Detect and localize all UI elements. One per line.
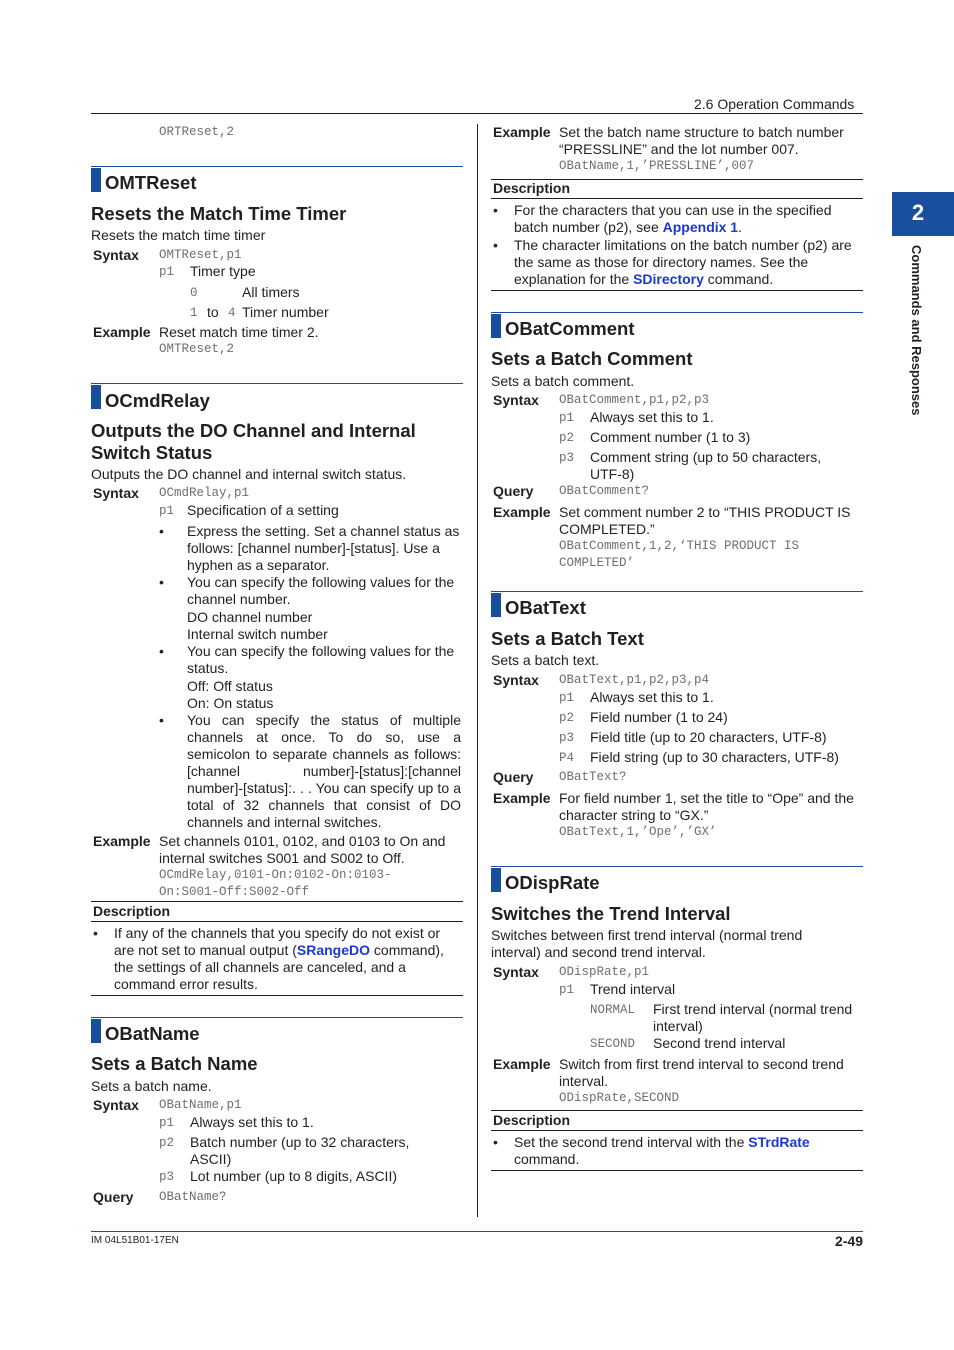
description-text: If any of the channels that you specify do not exist or are not set to manual output (SRangeDO command), the settings of all channels are canceled, and a command error results. [114,925,444,992]
link-appendix-1[interactable]: Appendix 1 [662,219,739,235]
link-sdirectory[interactable]: SDirectory [633,271,704,287]
param-desc: Always set this to 1. [190,1114,314,1130]
param-desc: Trend interval [590,981,676,997]
link-srangedo[interactable]: SRangeDO [296,942,371,958]
command-title-odisprate: Switches the Trend Interval [491,903,731,924]
command-title-obattext: Sets a Batch Text [491,628,644,649]
example-code: ODispRate,SECOND [559,1091,680,1105]
section-marker [91,385,101,409]
command-name-obatcomment: OBatComment [505,318,635,339]
example-label: Example [493,1056,551,1072]
section-rule [491,591,863,592]
syntax-code: OBatName,p1 [159,1098,242,1112]
param-code: p2 [559,431,575,445]
query-label: Query [493,483,534,499]
syntax-code: OBatComment,p1,p2,p3 [559,393,710,407]
section-marker [491,593,501,617]
page-number: 2-49 [834,1233,863,1249]
example-label: Example [493,790,551,806]
section-rule [91,1017,463,1018]
bullet-text: Express the setting. Set a channel status as follows: [channel number]-[status]. Use a hyphen as a separator. [187,523,460,573]
value-code: 0 [190,286,198,300]
param-desc: Field title (up to 20 characters, UTF-8) [590,729,827,745]
param-code: p3 [159,1170,175,1184]
description-text: Set the second trend interval with the STrdRate command. [514,1134,810,1167]
query-code: OBatName? [159,1190,227,1204]
bullet-icon: • [493,202,498,218]
syntax-label: Syntax [493,964,539,980]
command-name-obatname: OBatName [105,1023,200,1044]
example-label: Example [93,324,151,340]
example-code: OBatText,1,’Ope’,’GX’ [559,825,717,839]
param-desc: Comment string (up to 50 characters, UTF-8) [590,449,822,482]
bullet-text: You can specify the following values for the status. [187,643,455,676]
param-desc: Batch number (up to 32 characters, ASCII) [190,1134,410,1167]
param-desc: Field number (1 to 24) [590,709,728,725]
example-code: OCmdRelay,0101-On:0102-On:0103- [159,868,392,882]
value-to: to [207,304,219,320]
param-code: p2 [159,1136,175,1150]
example-text: Set comment number 2 to “THIS PRODUCT IS COMPLETED.” [559,504,851,537]
command-summary: Sets a batch text. [491,652,600,668]
section-rule [91,383,463,384]
query-code: OBatComment? [559,484,650,498]
document-id: IM 04L51B01-17EN [91,1235,179,1246]
param-desc: Always set this to 1. [590,689,714,705]
param-desc: Lot number (up to 8 digits, ASCII) [190,1168,397,1184]
command-summary: Sets a batch name. [91,1078,212,1094]
value-code: NORMAL [590,1003,636,1017]
param-code: p2 [559,711,575,725]
bullet-icon: • [493,1134,498,1150]
syntax-label: Syntax [493,392,539,408]
list-item: Internal switch number [187,626,328,642]
description-rule [491,1170,863,1171]
value-code: 4 [228,306,236,320]
param-code: p3 [559,451,575,465]
description-rule [491,1110,863,1111]
section-rule [491,866,863,867]
example-label: Example [93,833,151,849]
description-text: The character limitations on the batch number (p2) are the same as those for directory names. See the explanation for the SDirectory command. [514,237,852,287]
syntax-code: ODispRate,p1 [559,965,650,979]
syntax-code: OBatText,p1,p2,p3,p4 [559,673,710,687]
param-desc: Specification of a setting [187,502,339,518]
example-code: OBatComment,1,2,‘THIS PRODUCT IS [559,539,800,553]
value-desc: Second trend interval [653,1035,786,1051]
chapter-tab [892,192,954,236]
param-code: p1 [559,983,575,997]
value-desc: First trend interval (normal trend interval) [653,1001,853,1034]
syntax-code: OCmdRelay,p1 [159,486,250,500]
command-name-ocmdrelay: OCmdRelay [105,390,210,411]
bullet-icon: • [159,523,164,539]
bullet-icon: • [493,237,498,253]
description-label: Description [493,180,571,196]
example-code: On:S001-Off:S002-Off [159,885,310,899]
section-rule [91,166,463,167]
description-rule [491,1130,863,1131]
param-code: p1 [559,411,575,425]
query-label: Query [493,769,534,785]
command-title-omtreset: Resets the Match Time Timer [91,203,347,224]
column-divider [477,124,478,1217]
description-text: For the characters that you can use in the specified batch number (p2), see Appendix 1. [514,202,832,235]
param-code: p1 [159,1116,175,1130]
syntax-code: OMTReset,p1 [159,248,242,262]
command-name-omtreset: OMTReset [105,172,197,193]
section-marker [491,868,501,892]
description-label: Description [493,1112,571,1128]
footer-rule [91,1231,863,1232]
value-desc: Timer number [242,304,329,320]
code-line: ORTReset,2 [159,125,235,139]
bullet-icon: • [159,643,164,659]
bullet-icon: • [159,574,164,590]
param-code: p1 [159,504,175,518]
description-rule [91,921,463,922]
syntax-label: Syntax [493,672,539,688]
description-rule [491,290,863,291]
command-title-obatcomment: Sets a Batch Comment [491,348,693,369]
syntax-label: Syntax [93,485,139,501]
section-marker [491,314,501,338]
param-code: p1 [559,691,575,705]
example-code: OBatName,1,’PRESSLINE’,007 [559,159,755,173]
example-label: Example [493,504,551,520]
example-label: Example [493,124,551,140]
command-name-odisprate: ODispRate [505,872,600,893]
bullet-text: You can specify the following values for the channel number. [187,574,455,607]
value-desc: All timers [242,284,300,300]
param-desc: Always set this to 1. [590,409,714,425]
example-code: COMPLETED’ [559,556,635,570]
param-desc: Field string (up to 30 characters, UTF-8) [590,749,839,765]
example-code: OMTReset,2 [159,342,235,356]
link-strdrate[interactable]: STrdRate [748,1134,810,1150]
example-text: Reset match time timer 2. [159,324,319,340]
section-marker [91,168,101,192]
value-code: SECOND [590,1037,636,1051]
value-code: 1 [190,306,198,320]
list-item: Off: Off status [187,678,273,694]
example-text: Set channels 0101, 0102, and 0103 to On and internal switches S001 and S002 to Off. [159,833,446,866]
command-title-obatname: Sets a Batch Name [91,1053,258,1074]
chapter-title: Commands and Responses [909,245,924,416]
command-name-obattext: OBatText [505,597,586,618]
bullet-icon: • [93,925,98,941]
description-label: Description [93,903,171,919]
command-summary: Switches between first trend interval (normal trend interval) and second trend interval. [491,927,803,960]
query-code: OBatText? [559,770,627,784]
command-summary: Resets the match time timer [91,227,266,243]
bullet-icon: • [159,712,164,728]
syntax-label: Syntax [93,1097,139,1113]
chapter-number: 2 [911,200,925,225]
description-rule [491,198,863,199]
description-rule [91,995,463,996]
param-desc: Comment number (1 to 3) [590,429,751,445]
example-text: For field number 1, set the title to “Ope” and the character string to “GX.” [559,790,854,823]
param-code: P4 [559,751,575,765]
bullet-text: You can specify the status of multiple channels at once. To do so, use a semicolon to separate channels as follows: [channel number]-[status]:[channel number]-[status]:. . . You can specify up to a total of 32 channels that consist of DO channels and internal switches. [187,712,461,830]
param-code: p1 [159,265,175,279]
description-rule [91,901,463,902]
command-summary: Sets a batch comment. [491,373,635,389]
command-title-ocmdrelay: Outputs the DO Channel and Internal Switch Status [91,420,416,463]
running-header: 2.6 Operation Commands [694,96,855,112]
list-item: DO channel number [187,609,313,625]
section-marker [91,1019,101,1043]
example-text: Switch from first trend interval to second trend interval. [559,1056,844,1089]
syntax-label: Syntax [93,247,139,263]
param-desc: Timer type [190,263,256,279]
section-rule [491,312,863,313]
query-label: Query [93,1189,134,1205]
header-rule [91,113,863,114]
command-summary: Outputs the DO channel and internal switch status. [91,466,407,482]
list-item: On: On status [187,695,274,711]
param-code: p3 [559,731,575,745]
example-text: Set the batch name structure to batch number “PRESSLINE” and the lot number 007. [559,124,844,157]
